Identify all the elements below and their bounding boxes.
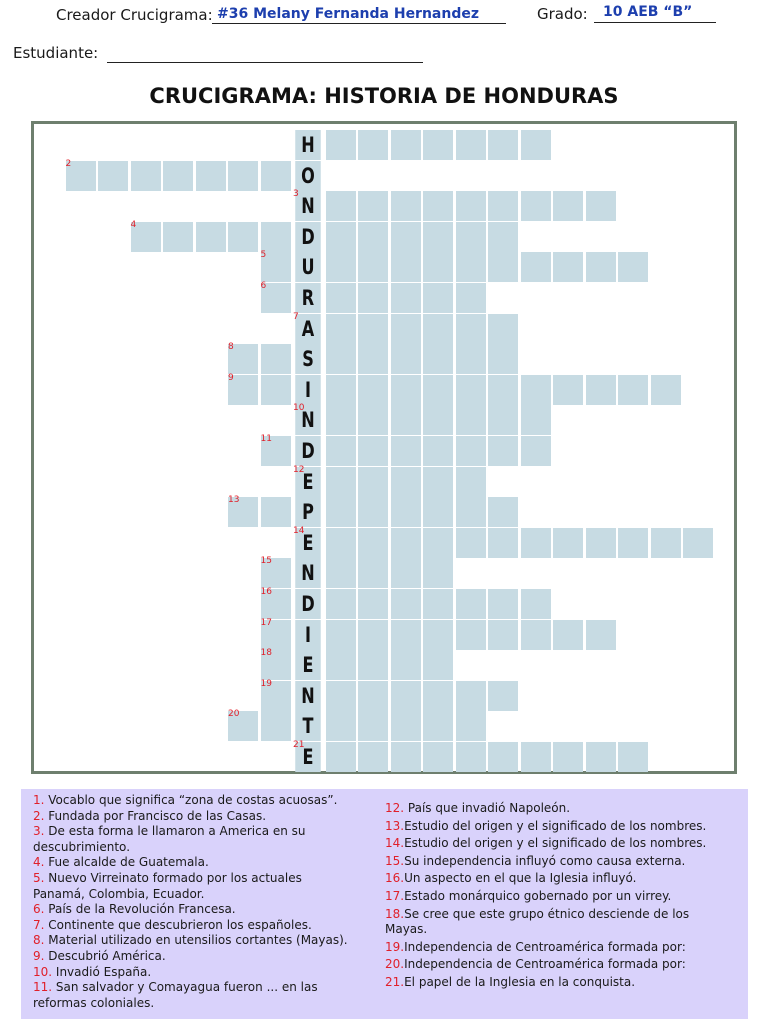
clue-item [33, 949, 351, 965]
key-letter-cell: D [295, 436, 321, 466]
crossword-cell[interactable] [423, 283, 453, 313]
creator-label: Creador Crucigrama: [56, 6, 213, 24]
clue-text: País que invadió Napoleón. [404, 801, 571, 815]
crossword-cell[interactable] [521, 436, 551, 466]
crossword-cell[interactable] [326, 314, 356, 344]
crossword-cell[interactable] [326, 405, 356, 435]
clue-item [385, 871, 735, 887]
grade-value: 10 AEB “B” [603, 4, 693, 20]
crossword-cell[interactable] [456, 252, 486, 282]
clue-number: 7 [293, 311, 299, 322]
clue-text: Estado monárquico gobernado por un virrey. [404, 888, 672, 903]
clue-item [33, 918, 351, 934]
clue-text: Material utilizado en utensilios cortantes (Mayas). [44, 933, 348, 948]
clue-text: Estudio del origen y el significado de los nombres. [404, 836, 707, 851]
crossword-cell[interactable] [456, 191, 486, 221]
crossword-cell[interactable] [358, 681, 388, 711]
crossword-cell[interactable] [391, 467, 421, 497]
clue-text: Independencia de Centroamérica formada por: [404, 957, 686, 972]
crossword-cell[interactable] [683, 528, 713, 558]
key-letter-cell: D [295, 222, 321, 252]
crossword-cell[interactable] [423, 650, 453, 680]
crossword-cell[interactable] [423, 589, 453, 619]
clue-item [33, 965, 351, 981]
crossword-cell[interactable] [196, 222, 226, 252]
clue-number: 18. [385, 906, 405, 921]
clue-item [33, 855, 351, 871]
clue-item [33, 871, 351, 902]
key-letter-cell: D [295, 589, 321, 619]
key-letter-cell: H [295, 130, 321, 160]
crossword-cell[interactable] [391, 528, 421, 558]
key-letter-cell: A [295, 314, 321, 344]
crossword-cell[interactable] [228, 161, 258, 191]
creator-value: #36 Melany Fernanda Hernandez [217, 6, 480, 22]
crossword-cell[interactable] [423, 375, 453, 405]
crossword-cell[interactable] [358, 497, 388, 527]
clue-number: 9 [228, 372, 234, 383]
clue-item [385, 940, 735, 956]
clue-number: 10. [33, 964, 53, 979]
clues-panel [21, 789, 748, 1019]
crossword-cell[interactable] [456, 467, 486, 497]
clue-item [385, 957, 735, 973]
clue-number: 11 [260, 434, 272, 444]
clue-number: 12 [293, 464, 305, 475]
crossword-cell[interactable] [456, 497, 486, 527]
clue-number: 20 [228, 709, 240, 720]
clue-number: 9. [33, 948, 45, 963]
crossword-cell[interactable] [358, 405, 388, 435]
crossword-cell[interactable] [521, 252, 551, 282]
crossword-cell[interactable] [163, 161, 193, 191]
clue-number: 6. [33, 902, 45, 917]
crossword-cell[interactable] [261, 711, 291, 741]
crossword-cell[interactable] [358, 620, 388, 650]
crossword-cell[interactable] [391, 650, 421, 680]
crossword-cell[interactable] [261, 497, 291, 527]
clue-number: 14 [293, 525, 305, 536]
key-letter-cell: I [295, 375, 321, 405]
crossword-cell[interactable] [391, 375, 421, 405]
crossword-cell[interactable] [326, 436, 356, 466]
clue-number: 8. [33, 933, 45, 948]
clue-text: Nuevo Virreinato formado por los actuales Panamá, Colombia, Ecuador. [33, 870, 302, 901]
clue-item [33, 824, 351, 855]
crossword-cell[interactable] [521, 528, 551, 558]
crossword-cell[interactable] [456, 375, 486, 405]
crossword-cell[interactable] [521, 405, 551, 435]
crossword-cell[interactable] [261, 344, 291, 374]
crossword-cell[interactable] [391, 130, 421, 160]
clue-item [385, 836, 735, 852]
clue-number: 1. [33, 793, 45, 807]
clue-number: 16 [260, 587, 272, 597]
clue-number: 13. [385, 818, 405, 833]
clue-number: 15. [385, 853, 405, 868]
crossword-cell[interactable] [423, 620, 453, 650]
crossword-cell[interactable] [326, 375, 356, 405]
crossword-cell[interactable] [456, 222, 486, 252]
crossword-cell[interactable] [358, 222, 388, 252]
crossword-cell[interactable] [261, 161, 291, 191]
key-letter-cell: T [295, 711, 321, 741]
crossword-cell[interactable] [488, 528, 518, 558]
crossword-cell[interactable] [521, 191, 551, 221]
crossword-cell[interactable] [651, 375, 681, 405]
crossword-cell[interactable] [423, 681, 453, 711]
clue-number: 8 [228, 342, 234, 353]
crossword-cell[interactable] [456, 681, 486, 711]
crossword-grid [31, 121, 737, 774]
crossword-cell[interactable] [326, 650, 356, 680]
crossword-cell[interactable] [98, 161, 128, 191]
crossword-cell[interactable] [488, 620, 518, 650]
crossword-cell[interactable] [456, 528, 486, 558]
crossword-cell[interactable] [488, 375, 518, 405]
key-letter-cell: N [295, 681, 321, 711]
crossword-cell[interactable] [228, 222, 258, 252]
crossword-cell[interactable] [423, 742, 453, 772]
crossword-cell[interactable] [456, 711, 486, 741]
crossword-cell[interactable] [456, 589, 486, 619]
key-letter-cell: N [295, 191, 321, 221]
clue-text: Independencia de Centroamérica formada por: [404, 939, 686, 954]
clue-item [385, 854, 735, 870]
key-letter-cell: N [295, 558, 321, 588]
creator-underline [212, 23, 506, 24]
crossword-cell[interactable] [521, 375, 551, 405]
crossword-cell[interactable] [488, 436, 518, 466]
crossword-cell[interactable] [488, 405, 518, 435]
clue-number: 20. [385, 957, 405, 972]
crossword-cell[interactable] [553, 742, 583, 772]
crossword-cell[interactable] [391, 344, 421, 374]
crossword-cell[interactable] [423, 497, 453, 527]
crossword-cell[interactable] [326, 620, 356, 650]
crossword-cell[interactable] [423, 314, 453, 344]
crossword-cell[interactable] [488, 222, 518, 252]
crossword-cell[interactable] [358, 436, 388, 466]
clue-item [385, 889, 735, 905]
clue-item [385, 819, 735, 835]
clue-text: Se cree que este grupo étnico desciende de los Mayas. [385, 906, 690, 937]
crossword-cell[interactable] [326, 528, 356, 558]
clue-text: San salvador y Comayagua fueron ... en las reformas coloniales. [33, 980, 318, 1010]
crossword-cell[interactable] [358, 314, 388, 344]
crossword-cell[interactable] [423, 467, 453, 497]
crossword-cell[interactable] [618, 742, 648, 772]
clue-text: De esta forma le llamaron a America en su descubrimiento. [33, 824, 306, 854]
crossword-cell[interactable] [358, 558, 388, 588]
crossword-cell[interactable] [358, 344, 388, 374]
page-title: CRUCIGRAMA: HISTORIA DE HONDURAS [149, 84, 619, 108]
crossword-cell[interactable] [488, 344, 518, 374]
clue-number: 10 [293, 403, 305, 414]
clue-text: Fue alcalde de Guatemala. [44, 855, 209, 870]
crossword-cell[interactable] [391, 558, 421, 588]
student-name-field[interactable] [107, 62, 423, 63]
key-letter-cell: E [295, 650, 321, 680]
key-letter-cell: I [295, 620, 321, 650]
clue-number: 21. [385, 974, 405, 989]
crossword-cell[interactable] [456, 283, 486, 313]
crossword-cell[interactable] [163, 222, 193, 252]
crossword-cell[interactable] [391, 191, 421, 221]
crossword-cell[interactable] [423, 252, 453, 282]
crossword-cell[interactable] [326, 283, 356, 313]
crossword-cell[interactable] [196, 161, 226, 191]
crossword-cell[interactable] [423, 405, 453, 435]
crossword-cell[interactable] [326, 742, 356, 772]
crossword-cell[interactable] [391, 252, 421, 282]
crossword-cell[interactable] [456, 314, 486, 344]
clue-item [385, 801, 735, 817]
clue-text: Continente que descubrieron los españoles. [44, 917, 312, 932]
key-letter-cell: P [295, 497, 321, 527]
crossword-cell[interactable] [553, 191, 583, 221]
crossword-cell[interactable] [553, 620, 583, 650]
crossword-cell[interactable] [326, 130, 356, 160]
clue-item [385, 907, 735, 938]
clue-number: 2. [33, 808, 45, 823]
crossword-cell[interactable] [326, 344, 356, 374]
clue-number: 19. [385, 939, 405, 954]
crossword-cell[interactable] [326, 497, 356, 527]
grade-label: Grado: [537, 5, 588, 23]
clue-number: 7. [33, 917, 45, 932]
crossword-cell[interactable] [553, 252, 583, 282]
clue-text: Su independencia influyó como causa externa. [404, 853, 686, 868]
crossword-cell[interactable] [391, 436, 421, 466]
crossword-cell[interactable] [488, 742, 518, 772]
clue-number: 2 [65, 158, 72, 169]
clue-text: Fundada por Francisco de las Casas. [44, 808, 267, 823]
clue-number: 17. [385, 888, 405, 903]
clue-number: 5 [260, 250, 267, 261]
crossword-cell[interactable] [423, 528, 453, 558]
crossword-cell[interactable] [586, 528, 616, 558]
crossword-cell[interactable] [586, 191, 616, 221]
clue-number: 21 [293, 740, 305, 750]
key-letter-cell: O [295, 161, 321, 191]
crossword-cell[interactable] [326, 558, 356, 588]
crossword-cell[interactable] [521, 742, 551, 772]
clue-number: 16. [385, 871, 405, 886]
crossword-cell[interactable] [456, 130, 486, 160]
crossword-cell[interactable] [261, 222, 291, 252]
clue-item [33, 793, 351, 809]
clue-item [33, 902, 351, 918]
crossword-cell[interactable] [521, 620, 551, 650]
clue-text: País de la Revolución Francesa. [44, 902, 236, 917]
clue-number: 5. [33, 870, 45, 885]
clue-number: 3 [293, 189, 299, 200]
crossword-cell[interactable] [326, 252, 356, 282]
clues-left-column [33, 793, 351, 1011]
clue-number: 15 [260, 556, 272, 567]
crossword-cell[interactable] [456, 620, 486, 650]
crossword-cell[interactable] [326, 467, 356, 497]
crossword-cell[interactable] [586, 742, 616, 772]
key-letter-cell: S [295, 344, 321, 374]
crossword-cell[interactable] [423, 344, 453, 374]
crossword-cell[interactable] [358, 191, 388, 221]
key-letter-cell: E [295, 528, 321, 558]
clue-number: 4. [33, 855, 45, 870]
clue-number: 18 [260, 648, 272, 659]
crossword-cell[interactable] [326, 222, 356, 252]
crossword-cell[interactable] [391, 681, 421, 711]
crossword-cell[interactable] [423, 191, 453, 221]
crossword-cell[interactable] [488, 589, 518, 619]
crossword-cell[interactable] [586, 252, 616, 282]
crossword-cell[interactable] [488, 681, 518, 711]
crossword-cell[interactable] [358, 467, 388, 497]
clue-number: 11. [33, 980, 53, 995]
crossword-cell[interactable] [553, 375, 583, 405]
key-letter-cell: E [295, 467, 321, 497]
crossword-cell[interactable] [456, 436, 486, 466]
crossword-cell[interactable] [618, 528, 648, 558]
crossword-cell[interactable] [391, 742, 421, 772]
crossword-cell[interactable] [618, 252, 648, 282]
clue-item [385, 975, 735, 991]
clue-item [33, 809, 351, 825]
crossword-cell[interactable] [423, 222, 453, 252]
crossword-cell[interactable] [586, 375, 616, 405]
crossword-cell[interactable] [131, 161, 161, 191]
clue-text: Un aspecto en el que la Iglesia influyó. [404, 871, 637, 886]
key-letter-cell: U [295, 252, 321, 282]
crossword-cell[interactable] [553, 528, 583, 558]
grade-underline [594, 22, 716, 23]
crossword-cell[interactable] [261, 375, 291, 405]
key-letter-cell: E [295, 742, 321, 772]
crossword-cell[interactable] [456, 344, 486, 374]
crossword-cell[interactable] [358, 375, 388, 405]
clue-item [33, 980, 351, 1011]
crossword-cell[interactable] [391, 222, 421, 252]
crossword-cell[interactable] [358, 283, 388, 313]
key-letter-cell: N [295, 405, 321, 435]
crossword-cell[interactable] [391, 497, 421, 527]
crossword-cell[interactable] [326, 711, 356, 741]
crossword-cell[interactable] [358, 650, 388, 680]
crossword-cell[interactable] [651, 528, 681, 558]
crossword-cell[interactable] [488, 497, 518, 527]
crossword-cell[interactable] [391, 283, 421, 313]
crossword-cell[interactable] [456, 405, 486, 435]
crossword-cell[interactable] [391, 711, 421, 741]
crossword-cell[interactable] [456, 742, 486, 772]
crossword-cell[interactable] [326, 589, 356, 619]
clue-number: 6 [260, 281, 267, 291]
crossword-cell[interactable] [423, 711, 453, 741]
clues-right-column [385, 801, 735, 993]
crossword-cell[interactable] [488, 252, 518, 282]
clue-text: El papel de la Inglesia en la conquista. [404, 974, 636, 989]
clue-number: 17 [260, 617, 272, 628]
crossword-cell[interactable] [358, 589, 388, 619]
clue-text: Vocablo que significa “zona de costas acuosas”. [44, 793, 338, 807]
clue-text: Estudio del origen y el significado de los nombres. [404, 818, 707, 833]
crossword-cell[interactable] [521, 589, 551, 619]
crossword-cell[interactable] [358, 528, 388, 558]
clue-number: 3. [33, 824, 45, 839]
crossword-cell[interactable] [391, 314, 421, 344]
crossword-cell[interactable] [423, 436, 453, 466]
crossword-cell[interactable] [326, 681, 356, 711]
crossword-cell[interactable] [358, 252, 388, 282]
crossword-cell[interactable] [326, 191, 356, 221]
clue-number: 12. [385, 801, 405, 815]
crossword-cell[interactable] [391, 620, 421, 650]
clue-number: 13 [228, 495, 240, 506]
key-letter-cell: R [295, 283, 321, 313]
crossword-cell[interactable] [488, 130, 518, 160]
crossword-cell[interactable] [358, 130, 388, 160]
crossword-cell[interactable] [423, 558, 453, 588]
crossword-cell[interactable] [488, 314, 518, 344]
crossword-cell[interactable] [488, 191, 518, 221]
crossword-cell[interactable] [358, 742, 388, 772]
clue-number: 4 [130, 219, 137, 230]
crossword-cell[interactable] [391, 405, 421, 435]
crossword-cell[interactable] [618, 375, 648, 405]
crossword-cell[interactable] [521, 130, 551, 160]
crossword-cell[interactable] [423, 130, 453, 160]
clue-number: 14. [385, 836, 405, 851]
clue-number: 19 [260, 678, 272, 689]
clue-text: Descubrió América. [44, 948, 166, 963]
crossword-cell[interactable] [391, 589, 421, 619]
clue-text: Invadió España. [52, 964, 152, 979]
student-label: Estudiante: [13, 44, 99, 62]
clue-item [33, 933, 351, 949]
crossword-cell[interactable] [358, 711, 388, 741]
crossword-cell[interactable] [586, 620, 616, 650]
